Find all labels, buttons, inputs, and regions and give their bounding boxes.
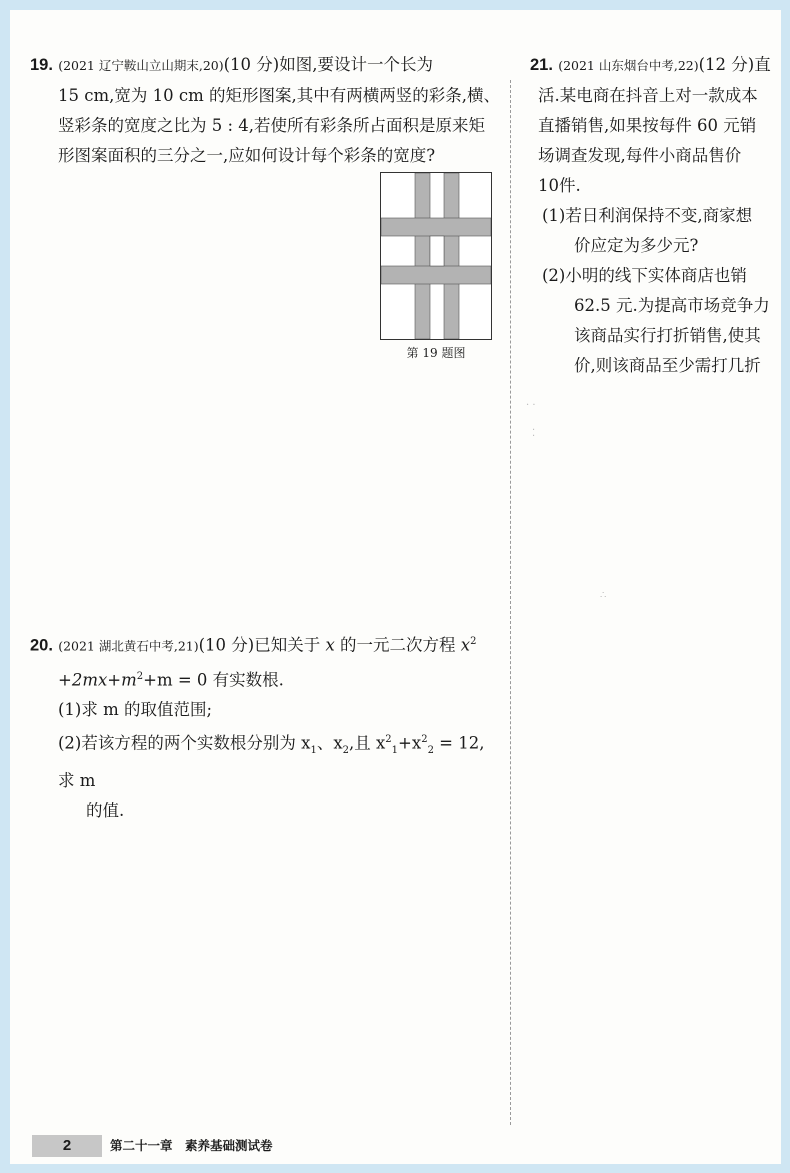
q20-part-2-tail: 的值. bbox=[86, 800, 125, 820]
q20-number: 20. bbox=[30, 636, 53, 655]
question-21 bbox=[530, 50, 781, 381]
q19-figure bbox=[380, 172, 492, 340]
q21-text-2: 直播销售,如果按每件 60 元销 bbox=[538, 116, 757, 135]
q21-part2-b: 62.5 元.为提高市场竞争力 bbox=[574, 296, 770, 315]
q20-part-1: (1)求 m 的取值范围; bbox=[58, 700, 213, 719]
scan-speck: ⁚ bbox=[532, 428, 536, 439]
q20-source: (2021 湖北黄石中考,21) bbox=[58, 638, 199, 654]
q21-text-1: 活.某电商在抖音上对一款成本 bbox=[538, 86, 758, 105]
q19-text-2: 15 cm,宽为 10 cm 的矩形图案,其中有两横两竖的彩条,横、 bbox=[58, 86, 500, 105]
q21-source: (2021 山东烟台中考,22) bbox=[558, 58, 699, 73]
column-divider bbox=[510, 80, 511, 1125]
q21-text-3: 场调查发现,每件小商品售价 bbox=[538, 146, 742, 165]
q20-text-2: 的一元二次方程 bbox=[340, 635, 456, 655]
q19-source: (2021 辽宁鞍山立山期末,20) bbox=[58, 58, 224, 73]
q20-part-2: (2)若该方程的两个实数根分别为 $x_1$、$x_2$,且 $x^2_1+x^2_2 = 12$,求 m bbox=[58, 733, 485, 790]
q19-figure-caption: 第 19 题图 bbox=[406, 346, 466, 360]
q21-line-1 bbox=[530, 50, 781, 81]
q20-var-x: x bbox=[325, 635, 335, 655]
q21-number: 21. bbox=[530, 56, 553, 74]
q20-part2-a: (2)若该方程的两个实数根分别为 x bbox=[58, 733, 311, 753]
q19-text-3: 竖彩条的宽度之比为 5 : 4,若使所有彩条所占面积是原来矩 bbox=[58, 116, 486, 135]
q21-part2-d: 价,则该商品至少需打几折 bbox=[574, 356, 761, 375]
page-number-badge: 2 bbox=[32, 1135, 102, 1157]
q20-points: (10 分) bbox=[198, 635, 255, 655]
q20-eq-x: x bbox=[460, 635, 471, 655]
q20-part2-d: +x bbox=[398, 733, 422, 753]
exam-page bbox=[10, 10, 781, 1164]
q20-part2-c: ,且 x bbox=[349, 733, 386, 753]
question-20 bbox=[30, 627, 500, 826]
q19-number: 19. bbox=[30, 56, 53, 74]
scan-speck: · · bbox=[526, 400, 536, 411]
q20-part2-e: = 12,求 m bbox=[58, 733, 485, 790]
q20-part2-b: 、x bbox=[316, 733, 343, 753]
q21-part2-a: (2)小明的线下实体商店也销 bbox=[542, 266, 747, 285]
q20-eq-part: +2mx+m bbox=[58, 670, 137, 689]
scan-speck: ∴ bbox=[600, 590, 607, 601]
q21-points: (12 分) bbox=[698, 55, 755, 74]
q19-text-4: 形图案面积的三分之一,应如何设计每个彩条的宽度? bbox=[58, 146, 436, 165]
q21-part1-a: (1)若日利润保持不变,商家想 bbox=[542, 206, 753, 225]
q20-text-1: 已知关于 bbox=[254, 635, 321, 655]
q20-line-2: $+2mx+m^2+m = 0$ 有实数根. bbox=[58, 670, 284, 689]
q21-part1-b: 价应定为多少元? bbox=[574, 236, 699, 255]
q21-text-4: 10件. bbox=[538, 176, 581, 195]
q19-points: (10 分) bbox=[223, 55, 280, 74]
q20-eq-tail: +m = 0 有实数根. bbox=[143, 670, 284, 689]
q19-line-1 bbox=[30, 50, 500, 81]
question-19 bbox=[30, 50, 500, 171]
q21-part2-c: 该商品实行打折销售,使其 bbox=[574, 326, 761, 345]
q19-text-1: 如图,要设计一个长为 bbox=[279, 55, 433, 74]
rectangle-stripes-diagram bbox=[381, 173, 491, 339]
q21-head-tail: 直 bbox=[754, 55, 771, 74]
footer-chapter: 第二十一章 素养基础测试卷 bbox=[110, 1139, 273, 1153]
q20-line-1: 20. (2021 湖北黄石中考,21)(10 分)已知关于 x 的一元二次方程 $x^2$ bbox=[30, 635, 477, 655]
